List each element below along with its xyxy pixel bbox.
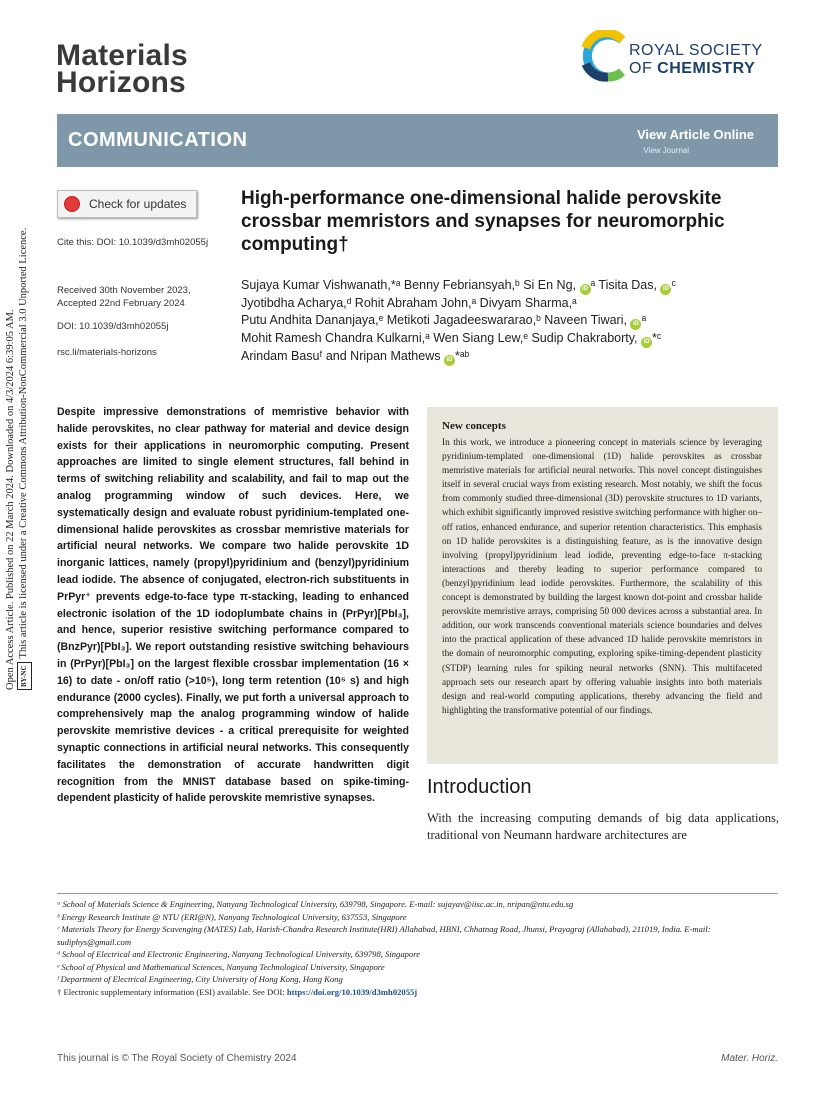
footnote-item: ᶜ Materials Theory for Energy Scavenging (MATES) Lab, Harish-Chandra Research Institute(HRI) Allahabad, HBNI, Chhatnag Road, Jhunsi, Prayagraj (Allahabad), 211019, India. E-mail: sudiphys@gmail.com [57, 924, 711, 947]
article-title: High-performance one-dimensional halide perovskite crossbar memristors and synapses for neuromorphic computing† [241, 188, 725, 255]
view-article-online-link[interactable]: View Article Online [636, 127, 754, 142]
author-text: ᶜ [671, 278, 676, 292]
new-concepts-body: In this work, we introduce a pioneering concept in materials science by leveraging pyridinium-templated one-dimensional (1D) halide perovskites as crossbar memristive materials for artificial neural networks. This novel concept distinguishes itself in several crucial ways from existing research. Most notably, we shift the focus from commonly studied three-dimensional (3D) perovskite structures to 1D variants, which exhibit significantly improved resistive switching performance with higher on–off ratios, enhanced endurance, and superior retention characteristics. This emphasis on 1D halide perovskites is a distinguishing feature, as is the innovative design involving (propyl)pyridinium lead iodide, preventing edge-to-face π-stacking interactions and thereby leading to superior performance compared to (benzyl)pyridinium lead iodide perovskites. Furthermore, the scalability of this concept is demonstrated by building the largest known dot-point and crossbar halide perovskite memristive arrays, comprising 50 000 devices across a substantial area. In addition, our work transcends conventional materials science boundaries and delves into the practical application of these advanced 1D halide perovskite memristors in the domain of neuromorphic computing, exploring spike-timing-dependent plasticity (STDP) learning rules for spiking neural networks (SNN). This multifaceted approach sets our research apart by offering valuable insights into both materials design and real-world computing applications, thereby advancing the field and highlighting the transformative potential of our findings. [442, 438, 762, 716]
author-text: Arindam Basuᶠ and Nripan Mathews [241, 349, 441, 363]
orcid-icon[interactable]: iD [660, 284, 671, 295]
author-text: ᵃ [641, 313, 647, 327]
publisher-line2-bold: CHEMISTRY [657, 60, 756, 77]
doi-text: DOI: 10.1039/d3mh02055j [57, 321, 169, 332]
side-text-line2 [17, 130, 32, 690]
check-updates-label: Check for updates [89, 197, 187, 211]
new-concepts-box [427, 407, 778, 764]
affiliation-footnotes [57, 898, 778, 998]
new-concepts-heading: New concepts [442, 420, 506, 432]
open-access-side-text [4, 130, 44, 690]
side-text-license[interactable]: This article is licensed under a Creative Commons Attribution-NonCommercial 3.0 Unported Licence. [18, 227, 29, 659]
author-text: ᵃ Tisita Das, [590, 278, 657, 292]
footnote-item: ᵃ School of Materials Science & Engineering, Nanyang Technological University, 639798, Singapore. E-mail: sujayav@iisc.ac.in, nripan@ntu.edu.sg [57, 899, 574, 909]
orcid-icon[interactable]: iD [641, 337, 652, 348]
esi-note [57, 986, 778, 999]
author-line [241, 312, 771, 330]
author-list [241, 277, 771, 366]
footnote-item: ᵇ Energy Research Institute @ NTU (ERI@N), Nanyang Technological University, 637553, Singapore [57, 911, 407, 922]
introduction-heading: Introduction [427, 776, 532, 798]
side-text-line1: Open Access Article. Published on 22 March 2024. Downloaded on 4/3/2024 6:39:05 AM. [5, 309, 16, 690]
author-text: Putu Andhita Dananjaya,ᵉ Metikoti Jagadeeswararao,ᵇ Naveen Tiwari, [241, 313, 627, 327]
journal-title [56, 39, 188, 99]
esi-text: † Electronic supplementary information (ESI) available. See DOI: [57, 986, 287, 997]
footnote-divider [57, 893, 778, 894]
author-text: Jyotibdha Acharya,ᵈ Rohit Abraham John,ᵃ Divyam Sharma,ᵃ [241, 296, 577, 310]
author-line [241, 348, 771, 366]
footer-journal-abbrev: Mater. Horiz. [721, 1053, 778, 1064]
author-line [241, 330, 771, 348]
footnote-item: ᶠ Department of Electrical Engineering, City University of Hong Kong, Hong Kong [57, 974, 343, 984]
publisher-line2 [629, 60, 763, 78]
check-for-updates-button[interactable] [57, 190, 197, 218]
author-line [241, 295, 771, 312]
author-text: Mohit Ramesh Chandra Kulkarni,ᵃ Wen Siang Lew,ᵉ Sudip Chakraborty, [241, 331, 638, 345]
publisher-name [629, 42, 763, 78]
author-text: *ᶜ [652, 331, 662, 345]
journal-url-link[interactable]: rsc.li/materials-horizons [57, 347, 157, 358]
footnote-item: ᵈ School of Electrical and Electronic Engineering, Nanyang Technological University, 639798, Singapore [57, 949, 421, 959]
author-text: Sujaya Kumar Vishwanath,*ᵃ Benny Febriansyah,ᵇ Si En Ng, [241, 278, 577, 292]
view-journal-link[interactable]: View Journal [643, 146, 689, 155]
orcid-icon[interactable]: iD [444, 355, 455, 366]
check-updates-icon [64, 196, 80, 212]
received-date: Received 30th November 2023, [57, 285, 191, 296]
cite-this [57, 236, 208, 249]
abstract: Despite impressive demonstrations of memristive behavior with halide perovskites, no clear pathway for material and device design exists for their applications in neuromorphic computing. Present approaches are limited to single element structures, fall behind in terms of switching reliability and scalability, and fail to map out the analog programming window of such devices. Here, we systematically design and evaluate robust pyridinium-templated one-dimensional halide perovskites as crossbar memristive materials for artificial neural networks. We compare two halide perovskite 1D inorganic lattices, namely (propyl)pyridinium and (benzyl)pyridinium lead iodide. The absence of conjugated, electron-rich substituents in PrPyr⁺ prevents edge-to-face type π-stacking, leading to enhanced electronic isolation of the 1D iodoplumbate chains in (PrPyr)[PbI₃], and hence, superior resistive switching performance compared to (BnzPyr)[PbI₃]. We report outstanding resistive switching behaviours in (PrPyr)[PbI₃] on the largest flexible crossbar implementation (16 × 16) to date - on/off ratio (>10⁵), long term retention (10⁵ s) and high endurance (2000 cycles). Finally, we put forth a universal approach to comprehensively map the analog programming window of halide perovskite memristive devices - a critical prerequisite for weighted synaptic connections in artificial neural networks. This consequently facilitates the demonstration of accurate handwritten digit recognition from the MNIST database based on spike-timing-dependent plasticity of halide perovskite memristive synapses. [57, 406, 409, 805]
footnote-item: ᵉ School of Physical and Mathematical Sciences, Nanyang Technological University, Singapore [57, 961, 385, 972]
esi-doi-link[interactable]: https://doi.org/10.1039/d3mh02055j [286, 986, 418, 997]
article-type-banner [57, 114, 778, 167]
introduction-body: With the increasing computing demands of big data applications, traditional von Neumann hardware architectures are [427, 811, 779, 842]
author-text: *ᵃᵇ [454, 349, 470, 363]
footer-copyright: This journal is © The Royal Society of Chemistry 2024 [57, 1053, 297, 1064]
cc-license-badge: BY-NC [17, 662, 32, 690]
journal-title-line2: Horizons [56, 66, 186, 99]
cite-doi[interactable]: DOI: 10.1039/d3mh02055j [96, 237, 209, 248]
publisher-line2-prefix: OF [629, 60, 658, 77]
orcid-icon[interactable]: iD [580, 284, 591, 295]
rsc-logo-icon [578, 30, 630, 82]
cite-label: Cite this: [57, 237, 97, 248]
journal-title-line1: Materials [56, 39, 188, 72]
author-line [241, 277, 771, 295]
publisher-line1: ROYAL SOCIETY [629, 42, 763, 59]
article-type: COMMUNICATION [68, 129, 248, 151]
orcid-icon[interactable]: iD [630, 319, 641, 330]
accepted-date: Accepted 22nd February 2024 [57, 298, 185, 309]
